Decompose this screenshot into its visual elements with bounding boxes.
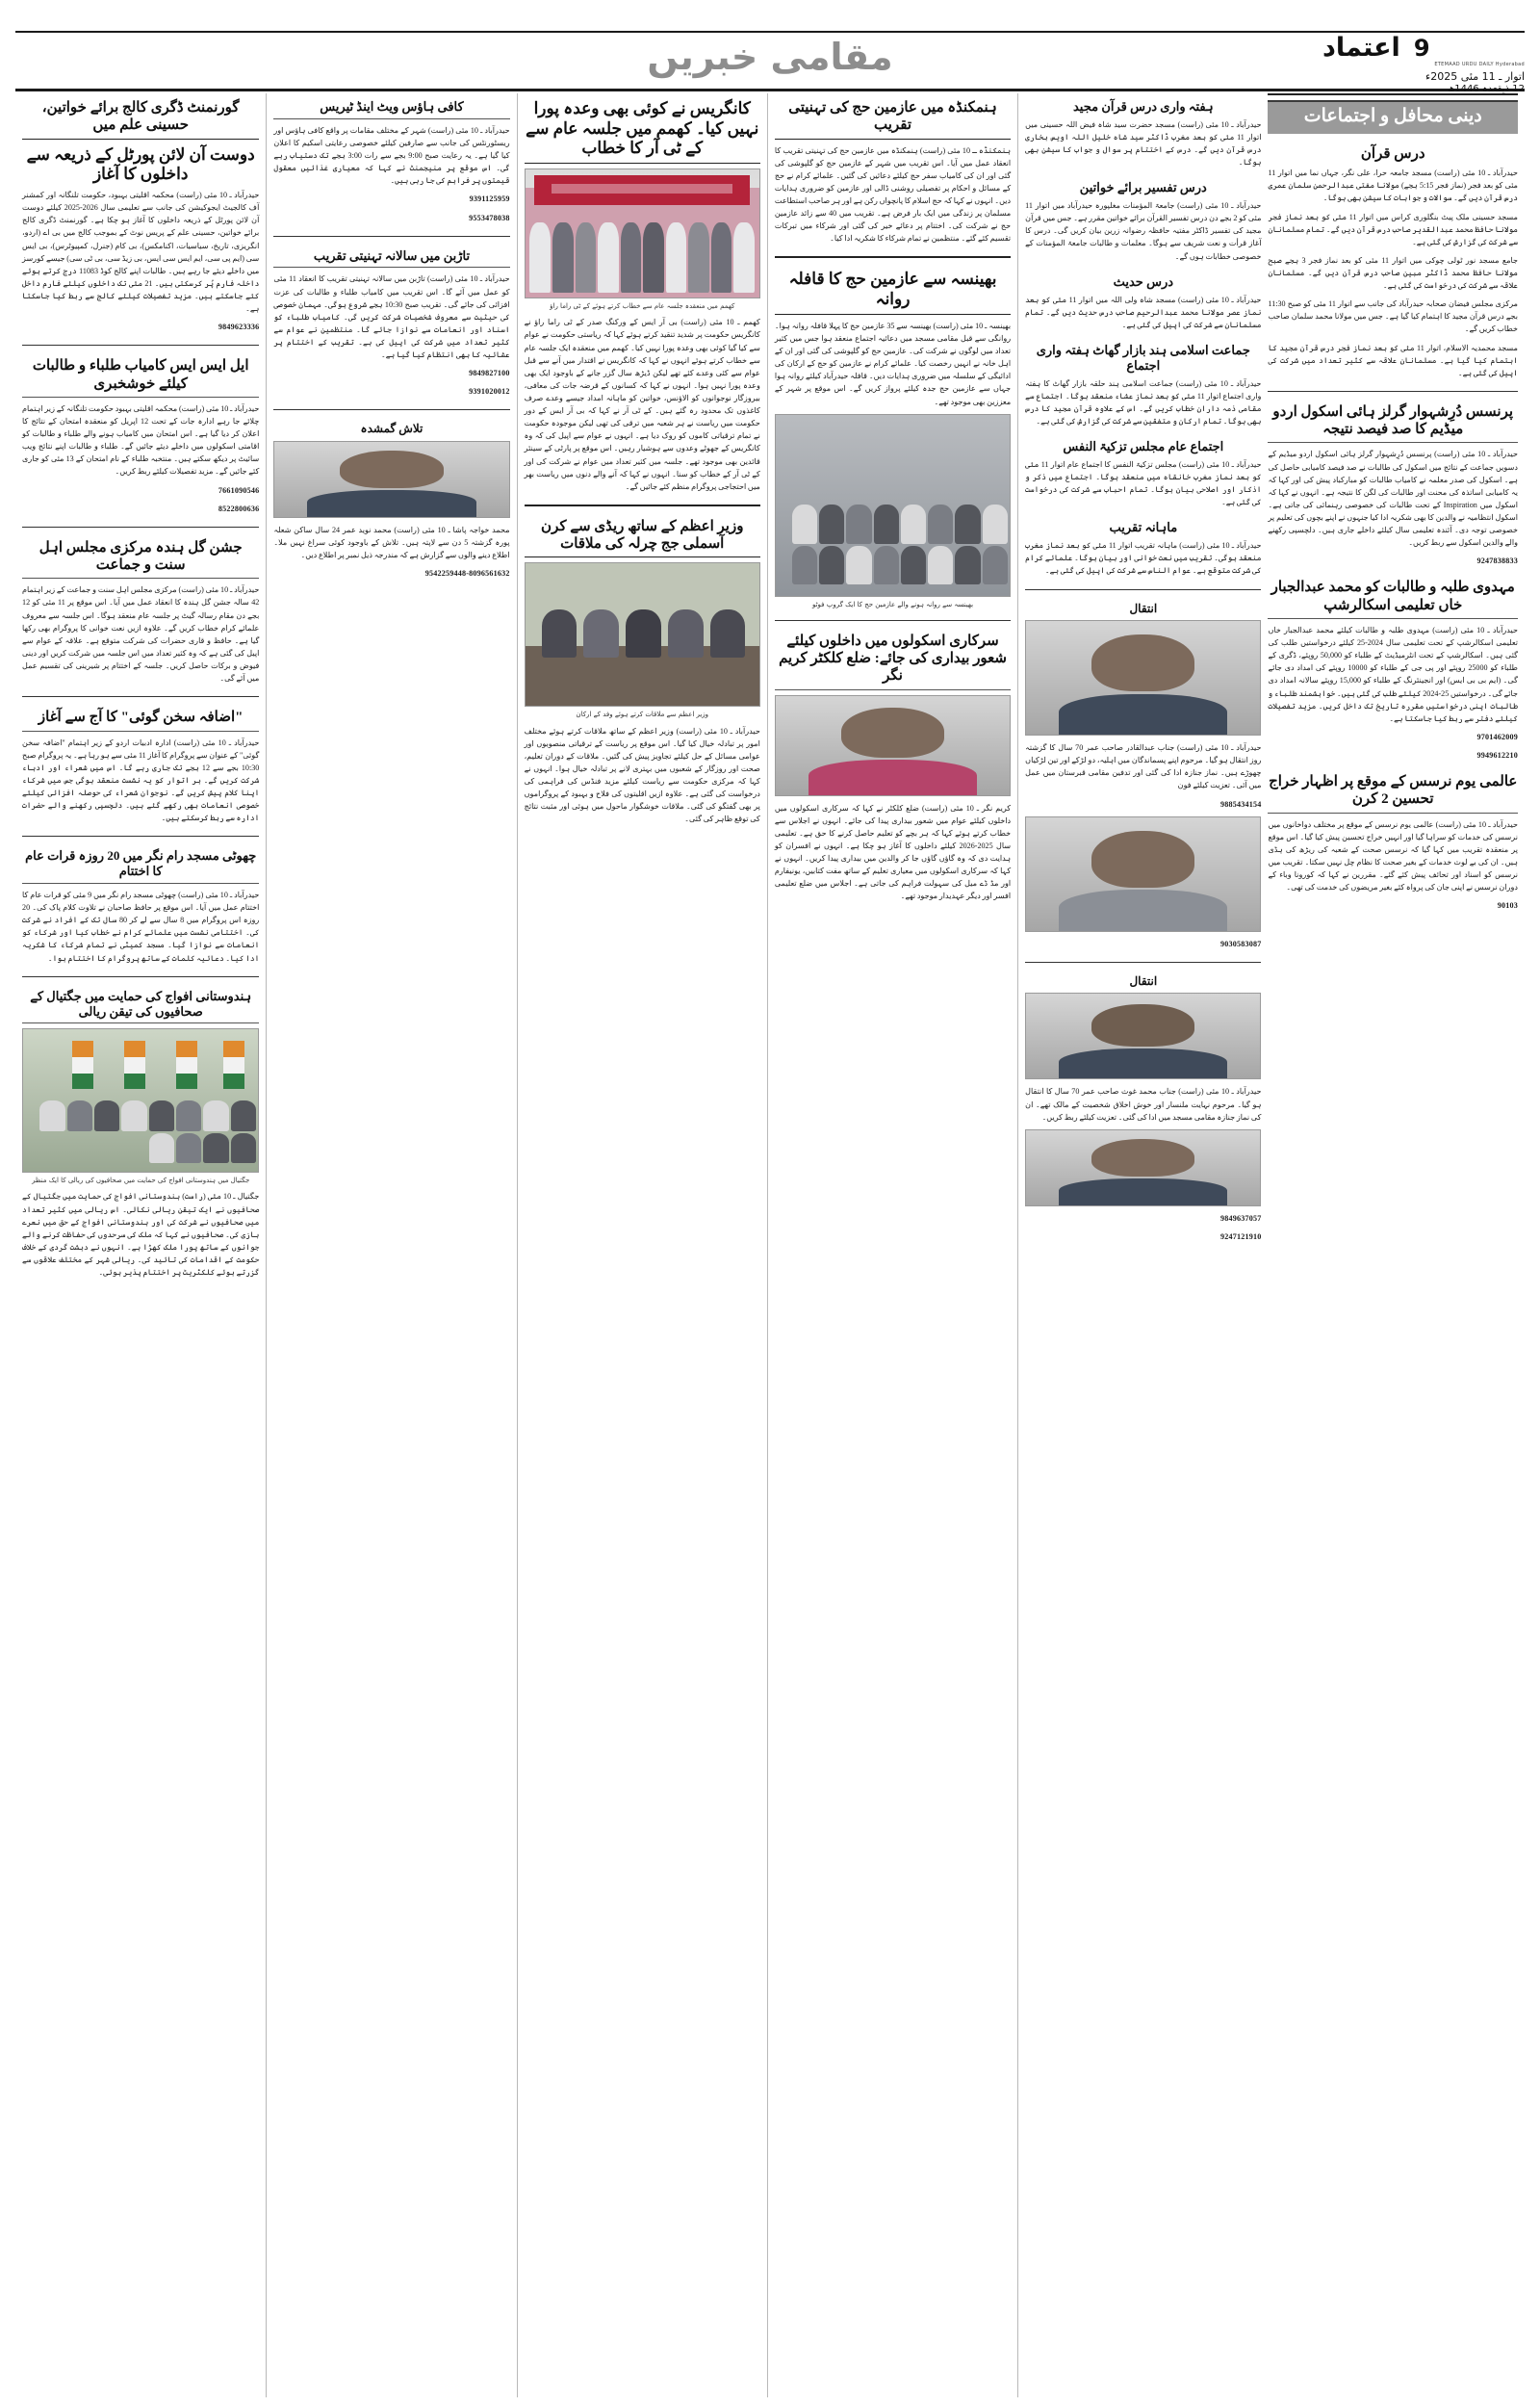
headline-rule	[1268, 813, 1518, 814]
portrait-face	[1026, 817, 1260, 931]
headline: پرنسس دُرِشہوار گرلز ہائی اسکول اردو میڈیم کا صد فیصد نتیجہ	[1272, 403, 1514, 438]
publication-subtitle: ETEMAAD URDU DAILY Hyderabad	[1434, 62, 1525, 67]
headline-rule	[22, 397, 259, 398]
column-education-news	[15, 93, 266, 2397]
headline-rule	[22, 578, 259, 579]
body: محمد خواجہ پاشا ـ 10 مئی (راست) محمد نوید عمر 24 سال ساکن شعلہ پورہ گزشتہ 5 دن سے لاپتہ ہیں۔ تلاش کے باوجود کوئی سراغ نہیں ملا۔ اطلاع دینے والوں سے گزارش ہے کہ مندرجہ ذیل نمبر پر اطلاع دیں۔	[273, 526, 510, 560]
body: حیدرآباد ـ 10 مئی (راست) جامعۃ المؤمنات مغلپورہ حیدرآباد میں اتوار 11 مئی کو 2 بجے دن درس تفسیر القرآن برائے خواتین مقرر ہے۔ جس میں قرآن مجید کی تفسیر ڈاکٹر مفتیہ حافظہ رضوانہ زرین بیان کریں گی۔ درس کا آغاز قرأت و نعت شریف سے ہوگا۔ معلمات و طالبات جامعۃ المؤمنات کے خصوصی خطابات ہوں گے۔	[1025, 201, 1262, 261]
obituary-portrait-photo	[1025, 620, 1261, 736]
article-dars-quran	[1268, 140, 1518, 211]
article-coffee-house	[273, 93, 509, 230]
contact-phone-2: 9030583087	[1219, 939, 1262, 948]
divider	[273, 236, 509, 237]
article-jagityal-rally	[22, 983, 259, 1285]
headline: جشن گل ہندہ مرکزی مجلس اہل سنت و جماعت	[38, 539, 243, 574]
rally-photo	[525, 168, 760, 298]
headline: اجتماع عام مجلس تزکیۃ النفس	[1063, 439, 1224, 454]
body: حیدرآباد ـ 10 مئی (راست) محکمہ اقلیتی بہبود، حکومت تلنگانہ اور کمشنر آف کالجیٹ ایجوکیشن کی جانب سے تعلیمی سال 2026-2025 کیلئے دوست آن لائن پورٹل کے ذریعہ داخلوں کا آغاز ہو چکا ہے۔ گورنمنٹ ڈگری کالج برائے خواتین، حسینی علم کے پریس نوٹ کے بموجب کالج میں بی اے (اردو، انگریزی، تاریخ، سیاسیات، اکنامکس)، بی کام (جنرل، کمپیوٹرس)، بی ایس سی (ایم پی سی، ایم ایس سی ایس، بی زیڈ سی، بی ٹی سی) جیسے کورسز میں داخلے دیئے جا رہے ہیں۔ طالبات اپنے کالج کوڈ 11083 درج کرتے ہوئے داخلہ فارم پُر کرسکتی ہیں۔ 21 مئی تک داخلوں کیلئے فارم داخل کئے جاسکتے ہیں۔ مزید تفصیلات کیلئے کالج سے ربط کیا جاسکتا ہے۔	[22, 191, 260, 314]
portrait-face	[776, 696, 1010, 795]
body: حیدرآباد ـ 10 مئی (راست) وزیر اعظم کے ساتھ ملاقات کرتے ہوئے مختلف امور پر تبادلہ خیال کیا گیا۔ اس موقع پر ریاست کے ترقیاتی منصوبوں اور عوامی مسائل کے حل کیلئے تجاویز پیش کی گئیں۔ ملاقات کے دوران تعلیم، صحت اور روزگار کے شعبوں میں بہتری لانے پر تبادلہ خیال ہوا۔ انہوں نے کہا کہ مرکزی حکومت سے ریاست کیلئے مزید فنڈس کی فراہمی کی درخواست کی گئی ہے۔ علاوہ ازیں اقلیتوں کی فلاح و بہبود کے پروگراموں پر بھی گفتگو کی گئی۔ ملاقات خوشگوار ماحول میں ہوئی اور مثبت نتائج کی توقع ظاہر کی گئی۔	[524, 726, 760, 824]
body: حیدرآباد ـ 10 مئی (راست) مہدوی طلبہ و طالبات کیلئے محمد عبدالجبار خاں تعلیمی اسکالرشپ کے تحت تعلیمی سال 2024-25 کیلئے درخواستیں طلب کی گئی ہیں۔ اسکالرشپ کے تحت انٹرمیڈیٹ کے طلباء کو 50,000 روپئے، ڈگری کے طلباء کو 25000 روپئے اور پی جی کے طلباء کو 10000 روپئے کی امداد دی جائے گی۔ (ایم بی بی ایس) اور انجینئرنگ کے طلباء کو 15,000 روپئے سالانہ امداد دی جائے گی۔ درخواستیں 25-2024 کیلئے طلب کی گئی ہیں۔ خواہشمند طلباء و طالبات اپنی درخواستیں مقررہ تاریخ تک داخل کریں۔ مزید تفصیلات کیلئے دفتر سے ربط کیا جاسکتا ہے۔	[1268, 626, 1518, 723]
headline-rule	[525, 556, 760, 557]
date-hijri: 12 ذیقعدہ 1446ھ	[1448, 84, 1525, 94]
contact-phone-1: 9391125959	[469, 194, 510, 204]
body: ہنمکنڈہ ـ 10 مئی (راست) ہنمکنڈہ میں عازمین حج کی تہنیتی تقریب کا انعقاد عمل میں آیا۔ اس تقریب میں شہر کے عازمین حج کو گلپوشی کی گئی اور ان کی کامیاب سفر حج کیلئے دعائیں کی گئیں۔ علمائے کرام نے حج کے مسائل و احکام پر تفصیلی روشنی ڈالی اور عازمین کو ضروری ہدایات دیں۔ انہوں نے کہا کہ حج اسلام کا پانچواں رکن ہے اور ہر صاحب استطاعت مسلمان پر زندگی میں ایک بار فرض ہے۔ تقریب میں 40 سے زائد عازمین حج نے شرکت کی۔ اختتام پر دعائے خیر کی گئی اور شرکاء میں تبرکات تقسیم کئے گئے۔ منتظمین نے تمام شرکاء کا شکریہ ادا کیا۔	[774, 145, 1012, 244]
headline: "اضافہ سخن گوئی" کا آج سے آغاز	[38, 710, 244, 726]
article-mahdavi-scholarship	[1268, 573, 1518, 767]
headline-rule	[22, 1022, 259, 1023]
article-lss-results	[22, 351, 259, 520]
obituary-portrait-photo-2	[1025, 816, 1261, 932]
article-weekly-dars	[1025, 93, 1261, 174]
contact-phone: 9849623336	[218, 323, 260, 332]
article-obituary-1	[1025, 596, 1261, 956]
column-grid	[15, 93, 1525, 2397]
body: حیدرآباد ـ 10 مئی (راست) مسجد حضرت سید شاہ فیض اللہ حسینی میں اتوار 11 مئی کو بعد مغرب ڈاکٹر سید شاہ خلیل اللہ اویس بخاری درس قرآن دیں گے۔ درس کے اختتام پر سوال و جواب کا سیشن بھی ہوگا۔	[1025, 119, 1262, 168]
headline-rule	[1268, 442, 1518, 443]
headline: تاڑبن میں سالانہ تہنیتی تقریب	[313, 247, 471, 263]
divider	[1268, 391, 1518, 392]
body: حیدرآباد ـ 10 مئی (راست) مسجد شاہ ولی اللہ میں اتوار 11 مئی کو بعد نماز عصر مولانا محمد عبدالرحیم صاحب درس حدیث دیں گے۔ تمام مسلمانان سے شرکت کی اپیل کی گئی ہے۔	[1025, 295, 1262, 329]
body: کریم نگر ـ 10 مئی (راست) ضلع کلکٹر نے کہا کہ سرکاری اسکولوں میں داخلوں کیلئے عوام میں شعور بیداری پیدا کی جائے۔ انہوں نے اجلاس سے خطاب کرتے ہوئے کہا کہ ہر بچے کو تعلیم حاصل کرنے کا حق ہے۔ تعلیمی سال 2025-2026 کیلئے داخلوں کا آغاز ہو چکا ہے۔ انہوں نے افسران کو ہدایت دی کہ وہ گاؤں گاؤں جا کر والدین میں بیداری پیدا کریں۔ انہوں نے کہا کہ سرکاری اسکولوں میں معیاری تعلیم کے ساتھ مفت کتابیں، یونیفارم اور مڈ ڈے میل کی سہولت فراہم کی جاتی ہے۔ اجلاس میں ضلع تعلیمی افسر اور دیگر عہدیدار موجود تھے۔	[774, 803, 1012, 901]
portrait-face	[1026, 621, 1260, 735]
body: حیدرآباد ـ 10 مئی (راست) ماہانہ تقریب اتوار 11 مئی کو بعد نماز مغرب منعقد ہوگی۔ تقریب میں نعت خوانی اور بیان ہوگا۔ علمائے کرام کی شرکت متوقع ہے۔ عوام الناس سے شرکت کی اپیل کی گئی ہے۔	[1025, 541, 1262, 576]
body: بھینسہ ـ 10 مئی (راست) بھینسہ سے 35 عازمین حج کا پہلا قافلہ روانہ ہوا۔ روانگی سے قبل مقامی مسجد میں دعائیہ اجتماع منعقد ہوا جس میں کثیر تعداد میں لوگوں نے شرکت کی۔ عازمین حج کو گلپوشی کی گئی اور ان کے اہل خانہ نے انہیں رخصت کیا۔ علمائے کرام نے عازمین کو حج کے ارکان کی ادائیگی کے سلسلہ میں ضروری ہدایات دیں۔ قافلہ حیدرآباد کیلئے روانہ ہوا جہاں سے عازمین حج جدہ کیلئے پرواز کریں گے۔ اس موقع پر شہر کے معززین بھی موجود تھے۔	[774, 321, 1012, 406]
collector-portrait-photo	[775, 695, 1011, 796]
photo-caption: جگتیال میں ہندوستانی افواج کی حمایت میں صحافیوں کی ریالی کا ایک منظر	[32, 1177, 250, 1185]
contact-phone: 90103	[1497, 901, 1518, 911]
headline: عالمی یوم نرسس کے موقع پر اظہار خراج تحسین 2 کرن	[1269, 774, 1518, 808]
photo-person	[583, 609, 618, 658]
headline-rule	[273, 118, 509, 119]
column-religious-listings	[1017, 93, 1268, 2397]
body: حیدرآباد ـ 10 مئی (راست) عالمی یوم نرسس کے موقع پر مختلف دواخانوں میں نرسس کی خدمات کو سراہا گیا اور انہیں خراج تحسین پیش کیا گیا۔ اس موقع پر منعقدہ تقریب میں کہا گیا کہ نرسس صحت کے شعبہ کی ریڑھ کی ہڈی ہیں۔ ان کی بے لوث خدمات کے بغیر صحت کا نظام چل نہیں سکتا۔ تقریب میں نرسس کو اسناد اور تحائف پیش کئے گئے۔ مقررین نے کہا کہ کورونا وباء کے دوران نرسس نے اپنی جان کی پرواہ کئے بغیر مریضوں کی خدمت کی تھی۔	[1268, 819, 1518, 893]
article-bhainsa-hajj-caravan	[775, 264, 1011, 613]
photo-caption: بھینسہ سے روانہ ہونے والے عازمین حج کا ایک گروپ فوٹو	[811, 600, 974, 608]
headline-rule	[22, 139, 259, 140]
contact-phone-1: 9849637057	[1219, 1213, 1262, 1223]
article-obituary-2	[1025, 969, 1261, 1249]
contact-phone-2: 9391020012	[469, 387, 510, 397]
headline-rule	[22, 883, 259, 884]
headline: بھینسہ سے عازمین حج کا قافلہ روانہ	[788, 270, 997, 309]
photo-people	[25, 1061, 255, 1164]
missing-person-photo	[273, 441, 509, 518]
divider	[775, 620, 1011, 621]
photo-person	[710, 609, 745, 658]
contact-phone-2: 9553478038	[469, 213, 510, 222]
body: حیدرآباد ـ 10 مئی (راست) مجلس تزکیۃ النفس کا اجتماع عام اتوار 11 مئی کو بعد نماز مغرب خانقاہ میں منعقد ہوگا۔ اجتماع میں ذکر و اذکار اور اصلاحی بیان ہوگا۔ تمام احباب سے شرکت کی درخواست کی گئی ہے۔	[1025, 459, 1262, 507]
body: جگتیال ـ 10 مئی (راست) ہندوستانی افواج کی حمایت میں جگتیال کے صحافیوں نے ایک تیقن ریالی نکالی۔ اس ریالی میں کثیر تعداد میں صحافیوں نے شرکت کی اور ہندوستانی افواج کے حق میں نعرے بازی کی۔ صحافیوں نے کہا کہ ملک کی سرحدوں کی حفاظت کرنے والے جوانوں کے ساتھ پورا ملک کھڑا ہے۔ انہوں نے دہشت گردی کے خلاف حکومت کے اقدامات کی تائید کی۔ ریالی شہر کے مختلف علاقوں سے گزرتے ہوئے کلکٹریٹ پر اختتام پذیر ہوئی۔	[22, 1192, 260, 1278]
portrait-face	[1026, 994, 1260, 1078]
bullet-item-3: مرکزی مجلس فیضان صحابہ حیدرآباد کی جانب سے اتوار 11 مئی کو صبح 11:30 بجے درس قرآن مجید کا اہتمام کیا گیا ہے۔ جس میں مولانا محمد سلمان صاحب خطاب کریں گے۔	[1268, 299, 1518, 334]
contact-phone: 9542259448-8096561632	[424, 569, 510, 579]
column-classifieds	[266, 93, 516, 2397]
contact-phone-1: 9701462009	[1476, 732, 1518, 741]
headline-rule	[273, 267, 509, 268]
headline: جماعت اسلامی ہند بازار گھاٹ ہفتہ واری اجتماع	[1036, 342, 1250, 373]
body: حیدرآباد ـ 10 مئی (راست) تاڑبن میں سالانہ تہنیتی تقریب کا انعقاد 11 مئی کو عمل میں آئے گا۔ اس تقریب میں کامیاب طلباء و طالبات کی عزت افزائی کی جائے گی۔ تقریب صبح 10:30 بجے شروع ہوگی۔ مہمان خصوصی کی حیثیت سے معروف شخصیات شرکت کریں گی۔ کامیاب طلباء کو اسناد اور انعامات سے نوازا جائے گا۔ منتظمین نے عوام سے کثیر تعداد میں شرکت کی اپیل کی ہے۔ تقریب کے اختتام پر عشائیہ کا بھی انتظام کیا گیا ہے۔	[273, 274, 510, 360]
headline-rule	[1268, 618, 1518, 619]
headline: انتقال	[1129, 973, 1158, 988]
photo-caption: وزیر اعظم سے ملاقات کرتے ہوئے وفد کے ارکان	[576, 711, 709, 719]
masthead-top-rule	[15, 31, 1525, 33]
photo-person	[542, 609, 577, 658]
headline: ایل ایس ایس کامیاب طلباء و طالبات کیلئے خوشخبری	[32, 358, 249, 392]
article-ktr-khammam	[525, 93, 760, 499]
portrait-face	[274, 442, 508, 517]
body: کھمم ـ 10 مئی (راست) بی آر ایس کے ورکنگ صدر کے ٹی راما راؤ نے کانگریس حکومت پر شدید تنقید کرتے ہوئے کہا کہ ریاستی حکومت نے عوام سے کیا گیا کوئی بھی وعدہ پورا نہیں کیا۔ کھمم میں منعقدہ ایک جلسہ عام سے خطاب کرتے ہوئے انہوں نے کہا کہ کانگریس نے اقتدار میں آنے سے قبل عوام سے کئی وعدے کئے تھے لیکن ڈیڑھ سال گزر جانے کے باوجود ایک بھی وعدہ پورا نہیں ہوا۔ انہوں نے کہا کہ کسانوں کے قرضہ جات کی معافی، بیروزگار نوجوانوں کو الاؤنس، خواتین کو ماہانہ امداد جیسے وعدے صرف کاغذوں تک محدود رہ گئے ہیں۔ کے ٹی آر نے کہا کہ بی آر ایس کے دور حکومت میں ریاست نے ہر شعبہ میں ترقی کی تھی لیکن موجودہ حکومت نے تمام ترقیاتی کاموں کو روک دیا ہے۔ انہوں نے عوام سے اپیل کی کہ وہ کانگریس کے جھوٹے وعدوں سے ہوشیار رہیں۔ اس موقع پر پارٹی کے سینئر قائدین بھی موجود تھے۔ جلسہ میں کثیر تعداد میں عوام نے شرکت کی اور کے ٹی آر کے خطاب کو سنا۔ انہوں نے کہا کہ آنے والے دنوں میں ریاست بھر میں احتجاجی پروگرام منظم کئے جائیں گے۔	[524, 318, 760, 491]
headline: کانگریس نے کوئی بھی وعدہ پورا نہیں کیا۔ کھمم میں جلسہ عام سے کے ٹی آر کا خطاب	[526, 99, 759, 158]
article-nurses-day	[1268, 767, 1518, 918]
divider	[273, 409, 509, 410]
headline: چھوٹی مسجد رام نگر میں 20 روزہ قرات عام کا اختتام	[25, 848, 257, 879]
headline: وزیر اعظم کے ساتھ ریڈی سے کرن آسملی جج چرلہ کی ملاقات	[541, 518, 744, 553]
contact-phone-1: 9849827100	[469, 369, 510, 378]
article-dars-tafseer-women	[1025, 174, 1261, 268]
article-missing-person	[273, 416, 509, 585]
divider	[775, 256, 1011, 258]
headline: درس قرآن	[1360, 145, 1425, 162]
article-masjid-qirat	[22, 842, 259, 970]
divider	[22, 836, 259, 837]
headline: سرکاری اسکولوں میں داخلوں کیلئے شعور بیداری کی جائے: ضلع کلکٹر کریم نگر	[779, 633, 1007, 685]
body: حیدرآباد ـ 10 مئی (راست) محکمہ اقلیتی بہبود حکومت تلنگانہ کے زیر اہتمام چلائے جا رہے ادارہ جات کے تحت 12 اپریل کو منعقدہ امتحان کے نتائج کا اعلان کر دیا گیا ہے۔ اس امتحان میں کامیاب ہونے والے طلباء و طالبات کو اقامتی اسکولوں میں داخلے دیئے جائیں گے۔ طلباء و طالبات اپنے نتائج ویب سائیٹ پر دیکھ سکتے ہیں۔ منتخبہ طلباء کے نام امتحان کے 13 مئی کو جاری کئے جائیں گے۔ مزید تفصیلات کیلئے ربط کریں۔	[22, 403, 260, 477]
column-hajj-news	[767, 93, 1017, 2397]
contact-phone-2: 9247121910	[1219, 1231, 1262, 1241]
headline: کافی ہاؤس ویٹ اینڈ ٹیریس	[320, 99, 464, 114]
article-tazkiyatun-nafs	[1025, 433, 1261, 514]
photo-people	[529, 222, 755, 293]
body: حیدرآباد ـ 10 مئی (راست) ادارہ ادبیات اردو کے زیر اہتمام "اضافہ سخن گوئی" کے عنوان سے پروگرام کا آغاز 11 مئی سے ہو رہا ہے۔ یہ پروگرام صبح 10:30 بجے سے 12 بجے تک جاری رہے گا۔ اس میں شعراء اور ادباء شرکت کریں گے۔ ہر اتوار کو یہ نشست منعقد ہوگی جس میں شرکاء اپنا کلام پیش کریں گے۔ نوجوان شعراء کی حوصلہ افزائی کیلئے خصوصی انعامات بھی رکھے گئے ہیں۔ دلچسپی رکھنے والے حضرات ادارہ سے ربط کرسکتے ہیں۔	[22, 738, 260, 823]
article-degree-college-admissions	[22, 93, 259, 339]
headline: درس تفسیر برائے خواتین	[1079, 180, 1207, 195]
headline-line-1: گورنمنٹ ڈگری کالج برائے خواتین، حسینی علم میں	[41, 100, 240, 134]
hajj-group-photo	[775, 414, 1011, 597]
contact-phone-1: 9885434154	[1219, 799, 1262, 809]
headline-rule	[775, 314, 1011, 315]
headline: ہندوستانی افواج کی حمایت میں جگتیال کے صحافیوں کی تیقن ریالی	[30, 988, 252, 1019]
obituary-portrait-photo-4	[1025, 1129, 1261, 1206]
body: حیدرآباد ـ 10 مئی (راست) مرکزی مجلس اہل سنت و جماعت کے زیر اہتمام 42 سالہ جشن گل ہندہ کا انعقاد عمل میں آیا۔ اس موقع پر 11 مئی کو 12 بجے دن مقام رسالہ گیٹ پر جلسہ عام منعقد ہوگا۔ اس جلسہ سے معروف علمائے کرام خطاب کریں گے۔ علاوہ ازیں نعت خوانی کا پروگرام بھی رکھا گیا ہے۔ حافظ و قاری حضرات کی شرکت متوقع ہے۔ علاقہ کے عوام سے اپیل کی گئی ہے کہ وہ کثیر تعداد میں اس جلسہ میں شرکت کریں اور دینی فیوض و برکات حاصل کریں۔ جلسہ کے اختتام پر شیرینی کی تقسیم عمل میں آئے گی۔	[22, 585, 260, 684]
headline: درس حدیث	[1113, 273, 1174, 289]
headline: ماہانہ تقریب	[1109, 520, 1178, 535]
photo-people	[778, 454, 1007, 584]
article-dars-hadith	[1025, 269, 1261, 337]
body: حیدرآباد ـ 10 مئی (راست) جناب محمد غوث صاحب عمر 70 سال کا انتقال ہو گیا۔ مرحوم نہایت ملنسار اور خوش اخلاق شخصیت کے مالک تھے۔ ان کی نماز جنازہ مقامی مسجد میں ادا کی گئی۔ تعزیت کیلئے ربط کریں۔	[1025, 1087, 1262, 1122]
publication-logo: اعتماد	[1322, 33, 1400, 63]
article-monthly-gathering	[1025, 514, 1261, 582]
contact-phone: 9247838833	[1476, 556, 1518, 566]
religious-section-banner: دینی محافل و اجتماعات	[1268, 100, 1518, 134]
body: حیدرآباد ـ 10 مئی (راست) چھوٹی مسجد رام نگر میں 9 مئی کو قرات عام کا اختتام عمل میں آیا۔ اس موقع پر حافظ صاحبان نے تلاوت کلام پاک کی۔ 20 روزہ اس پروگرام میں 8 سال سے لے کر 80 سال تک کے افراد نے شرکت کی۔ اختتامی نشست میں علمائے کرام نے خطاب کیا اور شرکاء کو انعامات سے نوازا گیا۔ مسجد کمیٹی نے تمام شرکاء کا شکریہ ادا کیا۔ دعائیہ کلمات کے ساتھ پروگرام کا اختتام ہوا۔	[22, 890, 260, 963]
photo-person	[668, 609, 703, 658]
article-jashn-e-gul-hindh	[22, 533, 259, 690]
contact-phone-2: 8522800636	[218, 504, 260, 513]
divider	[22, 696, 259, 697]
article-pm-meeting	[525, 512, 760, 832]
rally-photo	[22, 1028, 259, 1173]
contact-phone-1: 7661090546	[218, 485, 260, 495]
body: حیدرآباد ـ 10 مئی (راست) جماعت اسلامی ہند حلقہ بازار گھاٹ کا ہفتہ واری اجتماع اتوار 11 مئی کو بعد نماز عشاء منعقد ہوگا۔ اجتماع سے مقامی ذمہ داران خطاب کریں گے۔ اس کے علاوہ قرآن مجید کا درس بھی ہوگا۔ تمام ارکان و متفقین سے شرکت کی گزارش کی گئی ہے۔	[1025, 378, 1262, 426]
religious-banner-wrap	[1268, 93, 1518, 140]
column-politics	[517, 93, 767, 2397]
meeting-photo	[525, 562, 760, 707]
bullet-item-4: مسجد محمدیہ الاسلام، اتوار 11 مئی کو بعد نماز فجر درس قرآن مجید کا اہتمام کیا گیا ہے۔ مسلمانان علاقہ سے کثیر تعداد میں شرکت کی اپیل کی گئی ہے۔	[1268, 343, 1518, 377]
body: حیدرآباد ـ 10 مئی (راست) جناب عبدالقادر صاحب عمر 70 سال کا گزشتہ روز انتقال ہو گیا۔ مرحوم اپنے پسماندگان میں اہلیہ، دو لڑکے اور تین لڑکیاں چھوڑے ہیں۔ نماز جنازہ ادا کی گئی اور تدفین مقامی قبرستان میں عمل میں آئی۔ تعزیت کیلئے فون	[1025, 743, 1262, 790]
body: حیدرآباد ـ 10 مئی (راست) مسجد جامعہ حرا، علی نگر، جہاں نما میں اتوار 11 مئی کو بعد فجر (نماز فجر 5:15 بجے) مولانا مفتی عبدالرحمن سلمان عمری درس قرآن دیں گے۔ سوالات و جوابات کا سیشن بھی ہوگا۔	[1268, 168, 1518, 203]
contact-phone-2: 9949612210	[1476, 750, 1518, 760]
headline-line-2: دوست آن لائن پورٹل کے ذریعہ سے داخلوں کا آغاز	[26, 144, 255, 184]
headline-rule	[775, 689, 1011, 690]
page-number: 9	[1413, 35, 1430, 62]
column-religious	[1268, 93, 1525, 2397]
article-jamaat-islami	[1025, 337, 1261, 433]
divider	[22, 345, 259, 346]
date-gregorian: اتوار ـ 11 مئی 2025ء	[1425, 70, 1525, 83]
article-izafa-sukhan-goi	[22, 703, 259, 830]
headline: انتقال	[1129, 601, 1158, 615]
divider	[1025, 962, 1261, 963]
headline: ہنمکنڈہ میں عازمین حج کی تہنیتی تقریب	[788, 100, 997, 134]
photo-caption: کھمم میں منعقدہ جلسہ عام سے خطاب کرتے ہوئے کے ٹی راما راؤ	[550, 302, 735, 311]
portrait-face	[1026, 1130, 1260, 1205]
masthead	[15, 13, 1525, 94]
headline-rule	[525, 163, 760, 164]
divider	[22, 976, 259, 977]
photo-person	[626, 609, 660, 658]
headline: مہدوی طلبہ و طالبات کو محمد عبدالجبار خاں تعلیمی اسکالرشپ	[1270, 580, 1515, 613]
headline: ہفتہ واری درس قرآن مجید	[1072, 99, 1214, 114]
bullet-item-2: جامع مسجد نور ٹولی چوکی میں اتوار 11 مئی کو بعد نماز فجر 3 بجے صبح مولانا حافظ محمد ڈاکٹر مبین صاحب درس قرآن دیں گے۔ مسلمانان علاقہ سے شرکت کی درخواست کی گئی ہے۔	[1268, 255, 1519, 291]
bullet-item-1: مسجد حسینی ملک پیٹ بنگلوری کراس میں اتوار 11 مئی کو بعد نماز فجر مولانا حافظ محمد عبدالقدیر صاحب درس قرآن دیں گے۔ تمام مسلمانان سے شرکت کی گزارش کی گئی ہے۔	[1268, 212, 1518, 246]
obituary-portrait-photo-3	[1025, 993, 1261, 1079]
divider	[525, 505, 760, 506]
divider	[22, 527, 259, 528]
article-tarban-ceremony	[273, 243, 509, 404]
body: حیدرآباد ـ 10 مئی (راست) پرنسس دُرِشہوار گرلز ہائی اسکول اردو میڈیم کے دسویں جماعت کے نتائج میں اسکول کی طالبات نے صد فیصد کامیابی حاصل کی ہے۔ اسکول کی صدر معلمہ نے کامیاب طالبات کو مبارکباد پیش کی اور کہا کہ یہ کامیابی اساتذہ کی محنت اور طالبات کی لگن کا نتیجہ ہے۔ انہوں نے کہا کہ اسکول میں Inspiration کے تحت طالبات کی خصوصی رہنمائی کی جاتی ہے۔ اسکول انتظامیہ نے والدین کا بھی شکریہ ادا کیا جنہوں نے اپنے بچوں کی تعلیم پر خصوصی توجہ دی۔ آئندہ تعلیمی سال کیلئے داخلے جاری ہیں۔ دلچسپی رکھنے والے والدین اسکول سے ربط کریں۔	[1268, 450, 1518, 548]
article-hanumakonda-hajj	[775, 93, 1011, 250]
photo-stage-banner	[534, 175, 750, 206]
headline-rule	[775, 139, 1011, 140]
divider	[1025, 589, 1261, 590]
article-durreshahwar-school	[1268, 398, 1518, 574]
headline: تلاش گمشدہ	[360, 422, 424, 436]
headline-rule	[22, 731, 259, 732]
section-title: مقامی خبریں	[647, 36, 893, 78]
body: حیدرآباد ـ 10 مئی (راست) شہر کے مختلف مقامات پر واقع کافی ہاؤس اور ریسٹورنٹس کی جانب سے صارفین کیلئے خصوصی رعایتی اسکیم کا اعلان کیا گیا ہے۔ یہ رعایت صبح 9:00 بجے سے رات 3:00 بجے تک دستیاب رہے گی۔ اس موقع پر منیجمنٹ نے کہا کہ معیاری غذائیں معقول قیمتوں پر فراہم کی جا رہی ہیں۔	[273, 125, 510, 186]
article-karimnagar-collector	[775, 627, 1011, 909]
